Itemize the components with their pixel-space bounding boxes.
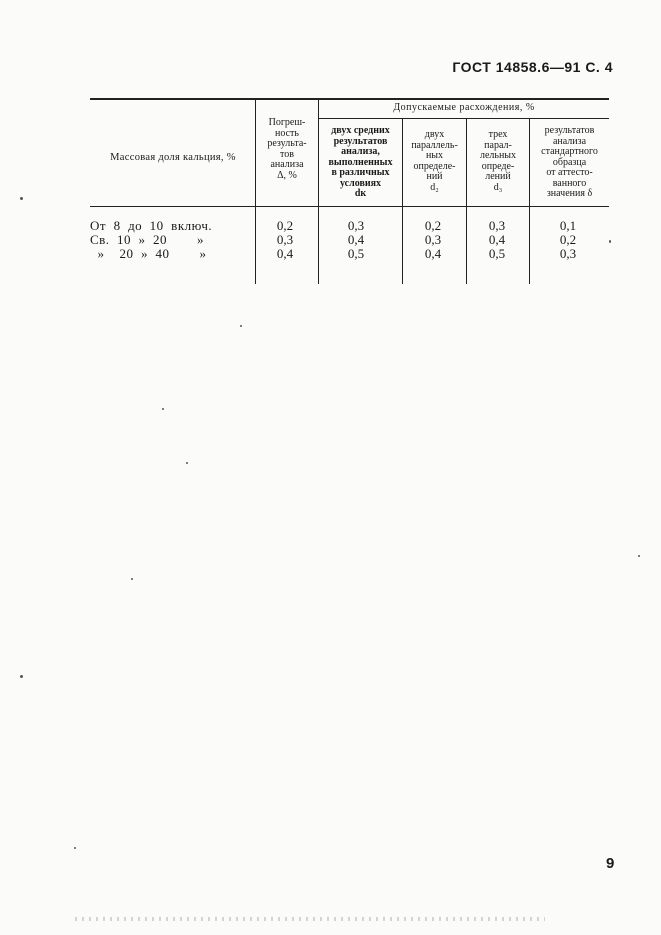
- scan-speck: [74, 847, 76, 849]
- scan-speck: [186, 462, 188, 464]
- row-1-error: 0,2: [276, 218, 294, 233]
- header-three-parallel: трех парал- лельных опреде- лений d₃: [479, 129, 517, 193]
- tolerance-table: [0, 0, 661, 300]
- header-bottom-rule: [90, 206, 609, 207]
- row-3-error: 0,4: [276, 246, 294, 261]
- row-1-std: 0,1: [559, 218, 577, 233]
- row-label-2: Св. 10 » 20 »: [90, 232, 205, 247]
- header-mass-fraction: Массовая доля кальция, %: [110, 152, 236, 163]
- row-1-three: 0,3: [488, 218, 506, 233]
- row-1-avg: 0,3: [347, 218, 365, 233]
- scan-speck: [240, 325, 242, 327]
- span-header-rule: [318, 118, 609, 119]
- page-number: 9: [606, 855, 615, 872]
- document-header-code: ГОСТ 14858.6—91 С. 4: [452, 59, 613, 75]
- row-1-two: 0,2: [424, 218, 442, 233]
- scan-speck: [20, 197, 23, 200]
- header-standard-sample: результатов анализа стандартного образца от аттесто- ванного значения δ: [541, 125, 598, 199]
- header-two-parallel: двух параллель- ных определе- ний d₂: [411, 129, 458, 193]
- table-top-rule: [90, 98, 609, 100]
- scan-speck: [20, 675, 23, 678]
- scan-noise-line: [75, 917, 545, 921]
- row-3-std: 0,3: [559, 246, 577, 261]
- row-label-1: От 8 до 10 включ.: [90, 218, 213, 233]
- header-error: Погреш- ность результа- тов анализа Δ, %: [267, 117, 307, 181]
- header-allowed-discrepancies: Допускаемые расхождения, %: [393, 102, 535, 113]
- header-two-averages: двух средних результатов анализа, выполненных в различных условиях dк: [328, 125, 393, 199]
- row-2-error: 0,3: [276, 232, 294, 247]
- row-2-three: 0,4: [488, 232, 506, 247]
- row-3-two: 0,4: [424, 246, 442, 261]
- row-2-two: 0,3: [424, 232, 442, 247]
- scan-speck: [162, 408, 164, 410]
- row-3-avg: 0,5: [347, 246, 365, 261]
- row-3-three: 0,5: [488, 246, 506, 261]
- scan-speck: [131, 578, 133, 580]
- row-2-std: 0,2: [559, 232, 577, 247]
- row-label-3: » 20 » 40 »: [90, 246, 207, 261]
- scan-speck: [638, 555, 640, 557]
- row-2-avg: 0,4: [347, 232, 365, 247]
- scan-speck: [609, 240, 611, 243]
